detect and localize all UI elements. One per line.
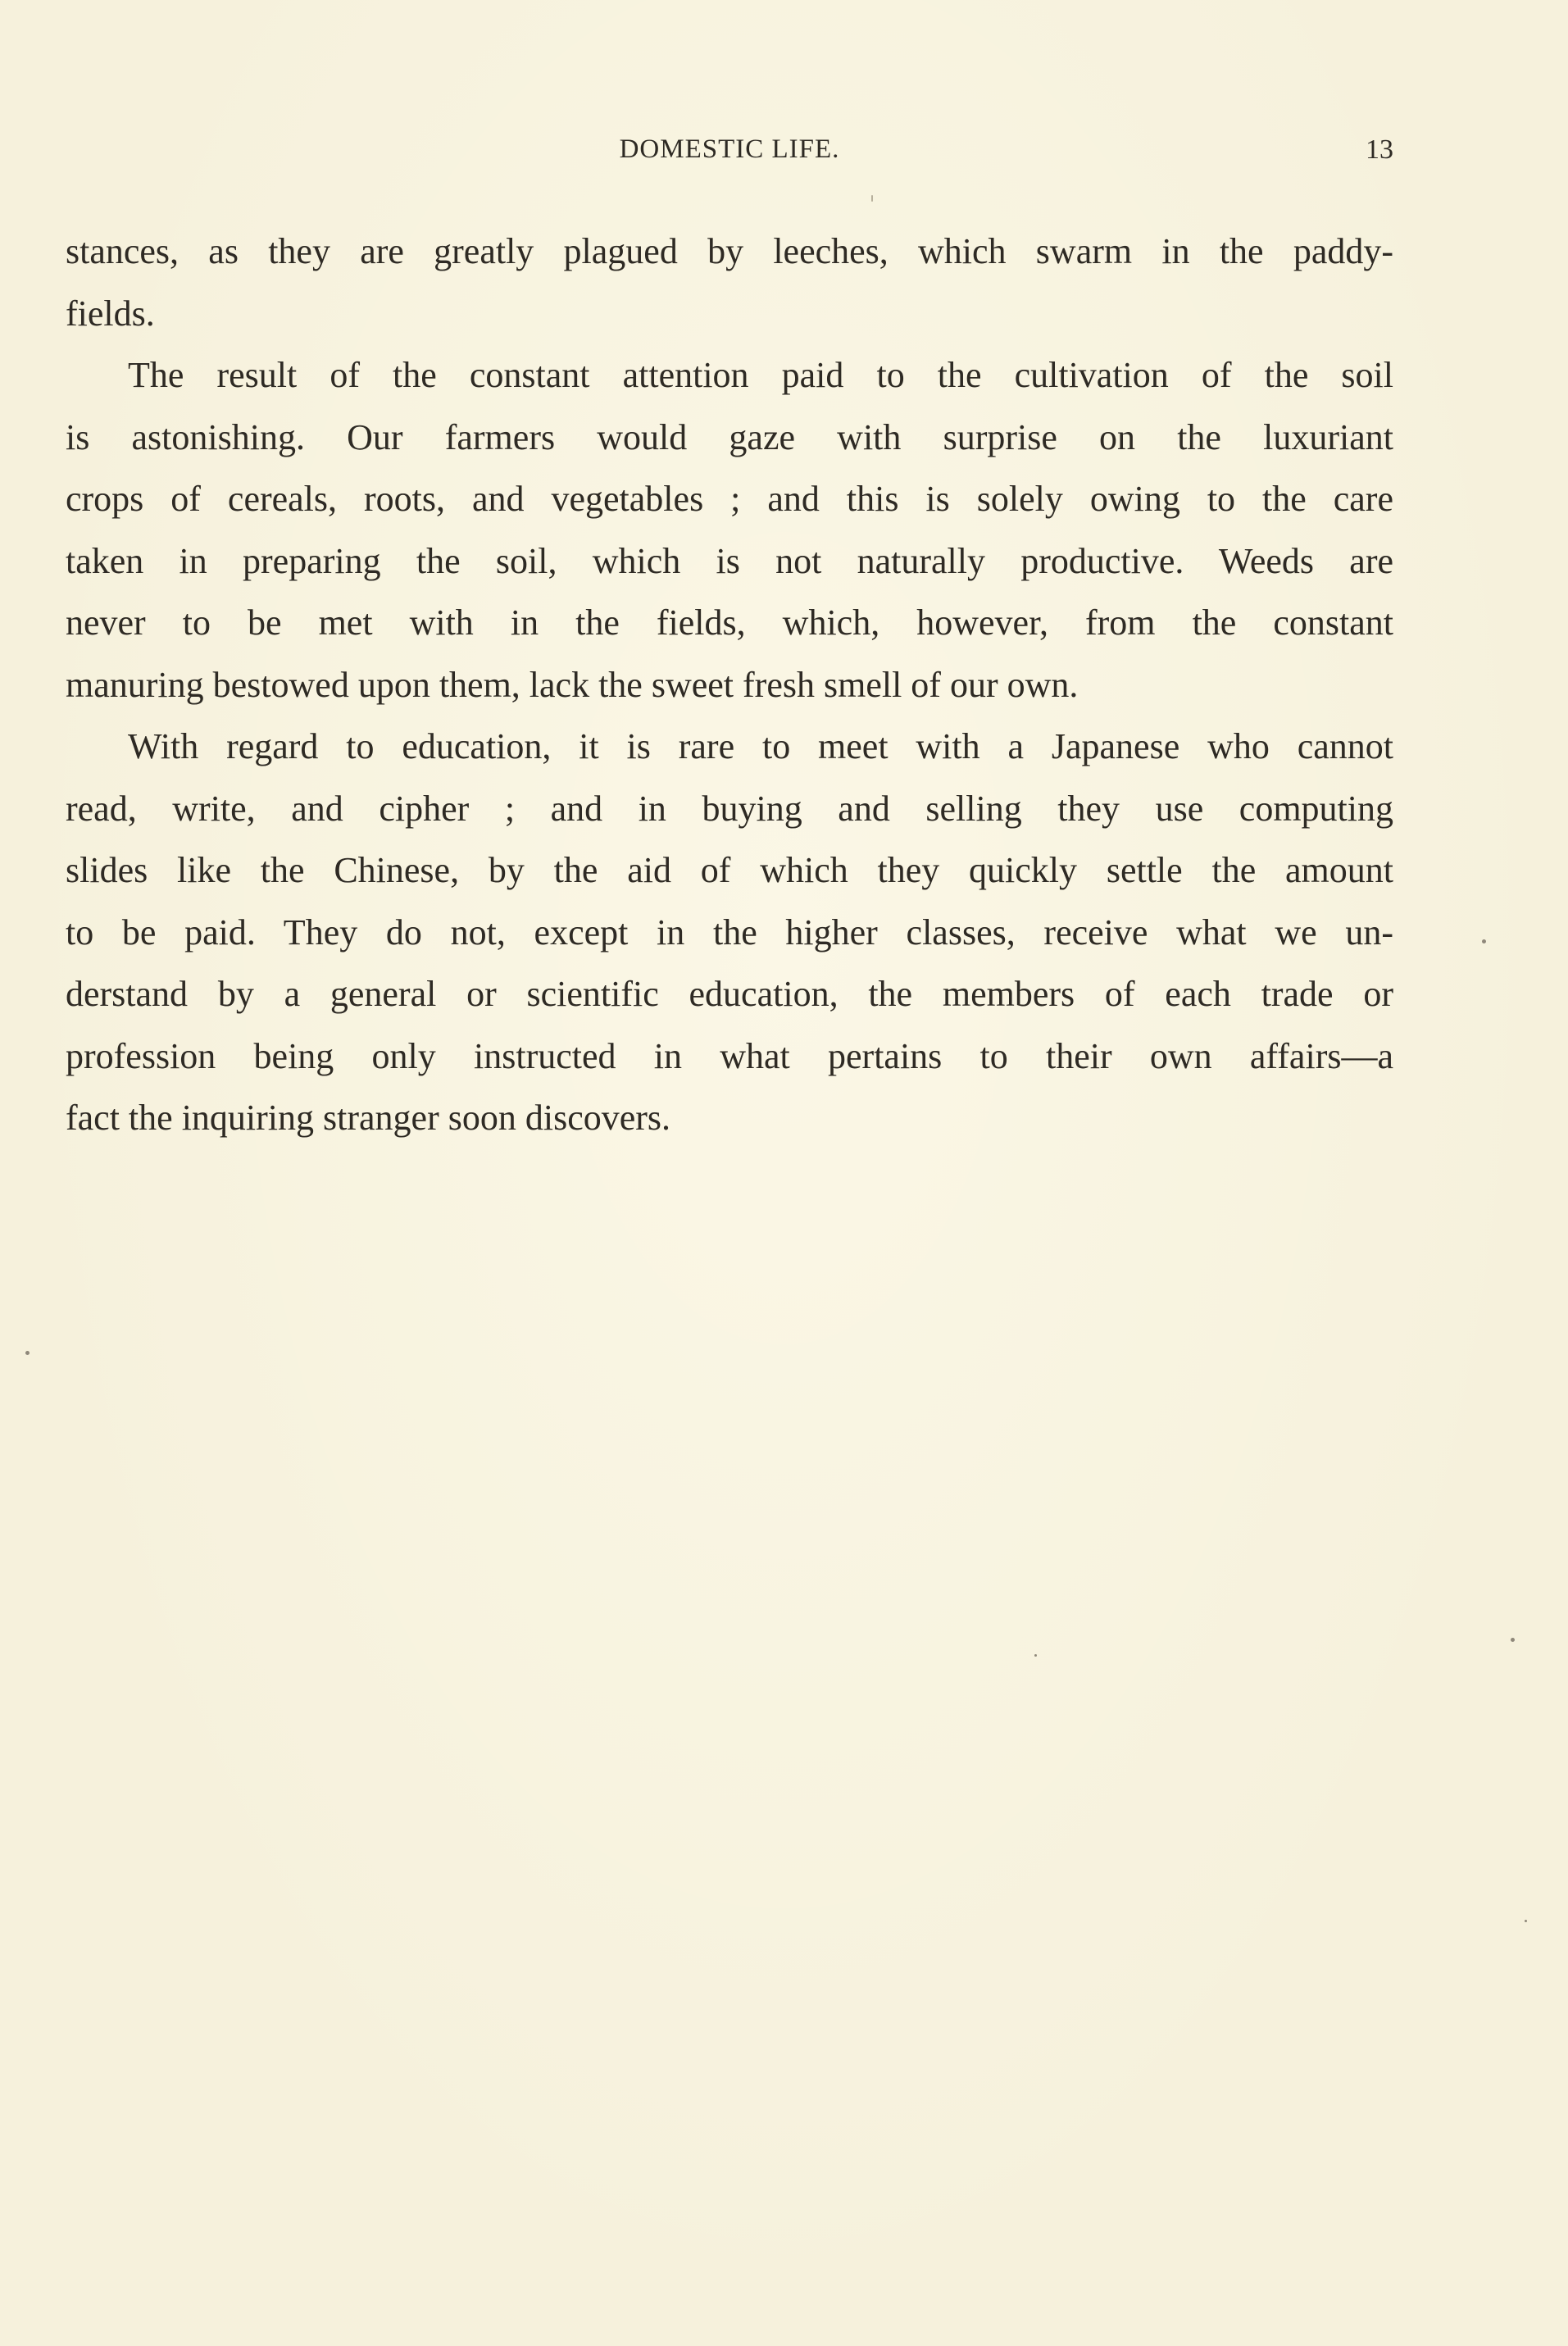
body-text xyxy=(66,221,1393,1149)
text-line: fact the inquiring stranger soon discovers. xyxy=(66,1098,671,1138)
page-number: 13 xyxy=(1366,134,1393,165)
text-line: never to be met with in the fields, which, however, from the constant xyxy=(66,602,1393,643)
text-line: read, write, and cipher ; and in buying and selling they use computing xyxy=(66,788,1393,829)
paper-speck xyxy=(1525,1920,1527,1922)
paper-speck xyxy=(871,195,873,202)
text-line: is astonishing. Our farmers would gaze with surprise on the luxuriant xyxy=(66,416,1393,457)
running-head xyxy=(66,134,1393,167)
text-line: The result of the constant attention paid to the cultivation of the soil xyxy=(128,355,1393,395)
text-line: manuring bestowed upon them, lack the sweet fresh smell of our own. xyxy=(66,664,1079,705)
text-line: derstand by a general or scientific education, the members of each trade or xyxy=(66,974,1393,1014)
text-line: to be paid. They do not, except in the higher classes, receive what we un- xyxy=(66,912,1393,952)
text-line: fields. xyxy=(66,293,155,334)
text-line: stances, as they are greatly plagued by leeches, which swarm in the paddy- xyxy=(66,231,1393,271)
text-line: crops of cereals, roots, and vegetables ; and this is solely owing to the care xyxy=(66,479,1393,519)
text-line: slides like the Chinese, by the aid of which they quickly settle the amount xyxy=(66,850,1393,890)
text-line: profession being only instructed in what pertains to their own affairs—a xyxy=(66,1035,1393,1076)
paper-speck xyxy=(25,1351,30,1355)
text-line: taken in preparing the soil, which is not naturally productive. Weeds are xyxy=(66,540,1393,581)
paper-speck xyxy=(1034,1654,1037,1657)
paper-speck xyxy=(1511,1638,1515,1642)
text-line: With regard to education, it is rare to meet with a Japanese who cannot xyxy=(128,726,1393,766)
running-title: DOMESTIC LIFE. xyxy=(619,134,840,164)
paper-speck xyxy=(1482,939,1486,943)
